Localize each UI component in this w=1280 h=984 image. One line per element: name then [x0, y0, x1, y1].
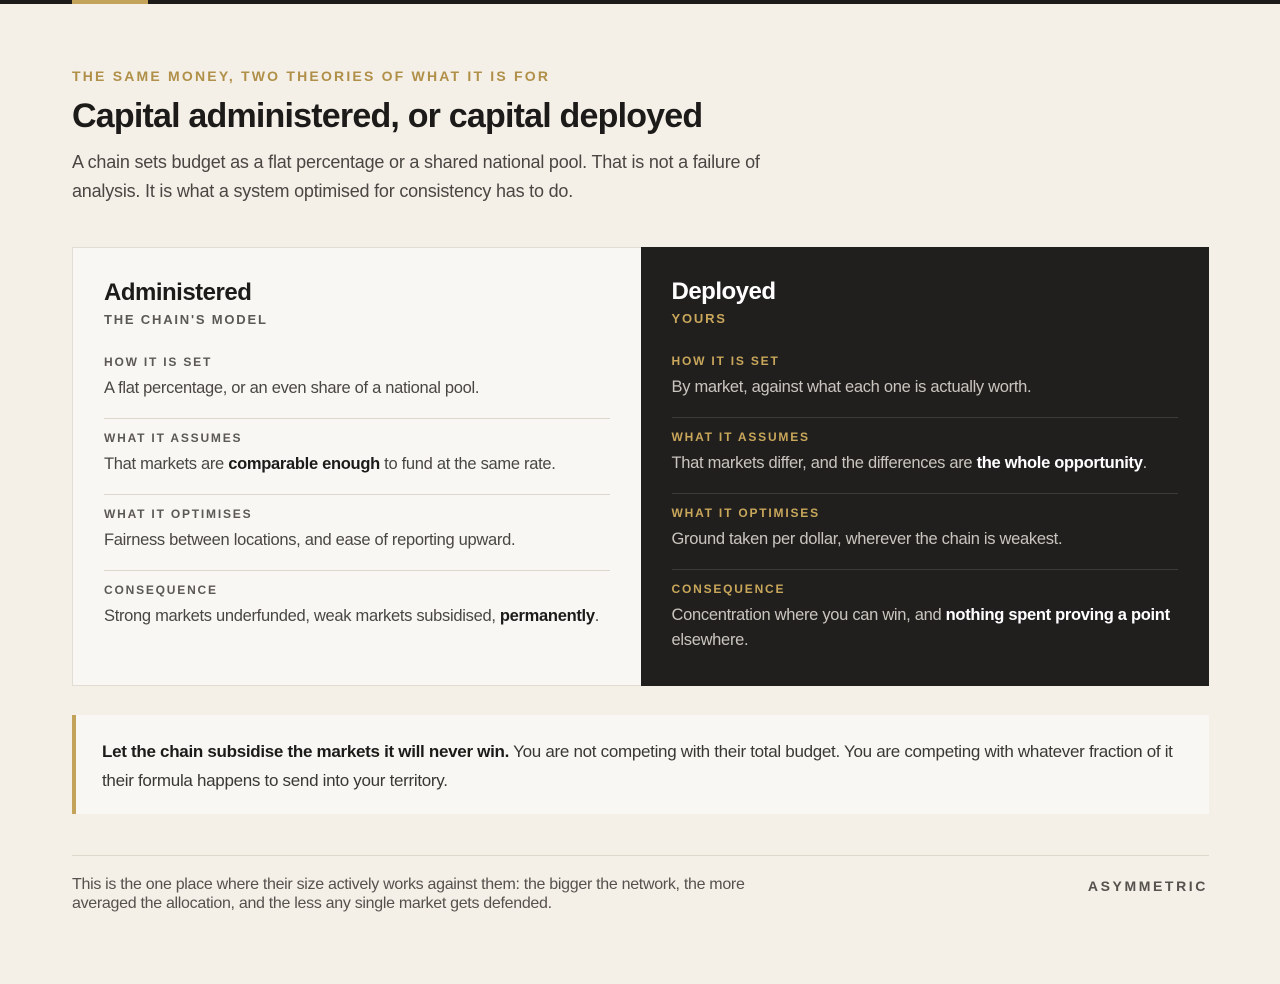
row-text: Strong markets underfunded, weak markets subsidised, permanently. [104, 607, 600, 625]
row-label: CONSEQUENCE [671, 582, 786, 596]
deployed-row-optimises [672, 494, 1179, 570]
row-text: Concentration where you can win, and nothing spent proving a point elsewhere. [671, 606, 1170, 649]
deployed-title: Deployed [671, 278, 776, 305]
row-label: WHAT IT OPTIMISES [104, 507, 253, 521]
callout-bold: Let the chain subsidise the markets it will never win. [102, 742, 510, 761]
administered-title: Administered [104, 279, 252, 306]
row-label: HOW IT IS SET [671, 354, 780, 368]
administered-row-assumes [104, 419, 610, 495]
brand-wordmark: ASYMMETRIC [1087, 878, 1208, 894]
row-text: That markets are comparable enough to fund at the same rate. [104, 455, 556, 473]
row-text: By market, against what each one is actually worth. [671, 378, 1032, 396]
deployed-row-how-set [672, 344, 1179, 418]
row-label: WHAT IT ASSUMES [104, 431, 243, 445]
administered-subtitle: THE CHAIN'S MODEL [104, 312, 268, 327]
row-text: That markets differ, and the differences are the whole opportunity. [671, 454, 1147, 472]
eyebrow: THE SAME MONEY, TWO THEORIES OF WHAT IT IS FOR [72, 68, 551, 84]
administered-row-consequence [104, 571, 610, 646]
callout-text: You are not competing with their total budget. You are competing with whatever fraction of it their formula happens to send into your territory. [102, 742, 1173, 790]
row-label: WHAT IT ASSUMES [671, 430, 810, 444]
footer-divider [72, 855, 1209, 856]
deployed-rows [672, 344, 1179, 670]
deployed-column [641, 247, 1210, 686]
callout-box [72, 715, 1209, 814]
administered-row-optimises [104, 495, 610, 571]
row-label: HOW IT IS SET [104, 355, 213, 369]
comparison-panel [72, 247, 1209, 686]
administered-column [72, 247, 641, 686]
row-text: Fairness between locations, and ease of reporting upward. [104, 531, 516, 549]
administered-row-how-set [104, 345, 610, 419]
deployed-subtitle: YOURS [671, 311, 727, 326]
deployed-row-assumes [672, 418, 1179, 494]
row-text: A flat percentage, or an even share of a national pool. [104, 379, 480, 397]
top-rule-accent [72, 0, 148, 4]
administered-rows [104, 345, 610, 646]
deployed-row-consequence [672, 570, 1179, 670]
top-rule [0, 0, 1280, 4]
lede-paragraph: A chain sets budget as a flat percentage or a shared national pool. That is not a failure of analysis. It is what a system optimised for consistency has to do. [72, 152, 760, 201]
row-label: WHAT IT OPTIMISES [671, 506, 820, 520]
row-label: CONSEQUENCE [104, 583, 218, 597]
page-title: Capital administered, or capital deployed [72, 97, 703, 135]
row-text: Ground taken per dollar, wherever the chain is weakest. [671, 530, 1063, 548]
footer-note: This is the one place where their size actively works against them: the bigger the network, the more averaged the allocation, and the less any single market gets defended. [72, 876, 745, 912]
